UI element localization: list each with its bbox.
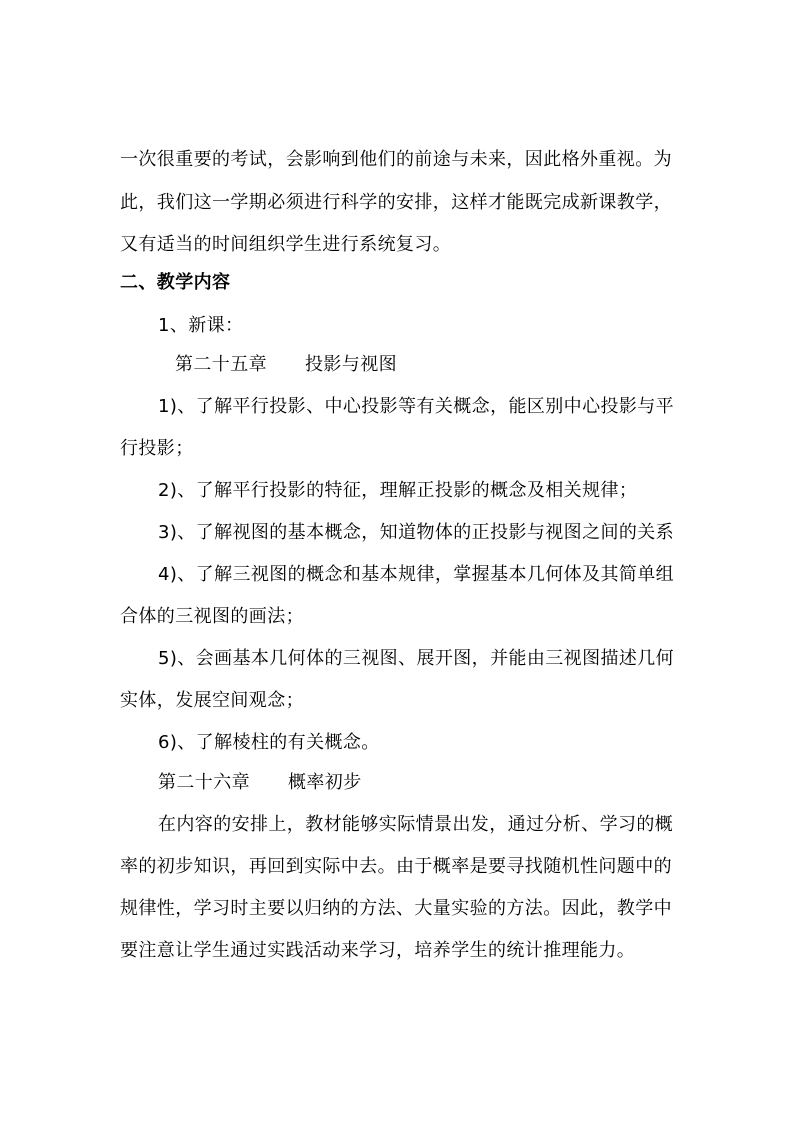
list-item: 6)、了解棱柱的有关概念。 bbox=[158, 732, 380, 753]
paragraph-line: 规律性，学习时主要以归纳的方法、大量实验的方法。因此，教学中 bbox=[120, 898, 672, 919]
list-item: 2)、了解平行投影的特征，理解正投影的概念及相关规律； bbox=[158, 480, 638, 501]
list-item-continuation: 行投影； bbox=[120, 438, 194, 459]
paragraph-line: 一次很重要的考试，会影响到他们的前途与未来，因此格外重视。为 bbox=[120, 149, 672, 170]
subsection-label: 1、新课： bbox=[158, 315, 244, 336]
list-item: 1)、了解平行投影、中心投影等有关概念，能区别中心投影与平 bbox=[158, 396, 675, 417]
paragraph-line: 要注意让学生通过实践活动来学习，培养学生的统计推理能力。 bbox=[120, 940, 636, 961]
paragraph-line: 又有适当的时间组织学生进行系统复习。 bbox=[120, 234, 452, 255]
paragraph-line: 在内容的安排上，教材能够实际情景出发，通过分析、学习的概 bbox=[158, 814, 674, 835]
chapter-number: 第二十五章 bbox=[175, 354, 267, 375]
list-item-continuation: 实体，发展空间观念； bbox=[120, 690, 304, 711]
list-item: 3)、了解视图的基本概念，知道物体的正投影与视图之间的关系 bbox=[158, 522, 675, 543]
chapter-heading bbox=[158, 770, 718, 796]
chapter-number: 第二十六章 bbox=[158, 772, 250, 793]
list-item: 5)、会画基本几何体的三视图、展开图，并能由三视图描述几何 bbox=[158, 648, 675, 669]
chapter-title: 概率初步 bbox=[288, 772, 362, 793]
paragraph-line: 率的初步知识，再回到实际中去。由于概率是要寻找随机性问题中的 bbox=[120, 856, 672, 877]
section-heading: 二、教学内容 bbox=[120, 272, 231, 293]
chapter-heading bbox=[175, 352, 735, 378]
list-item: 4)、了解三视图的概念和基本规律，掌握基本几何体及其简单组 bbox=[158, 564, 675, 585]
list-item-continuation: 合体的三视图的画法； bbox=[120, 606, 304, 627]
chapter-title: 投影与视图 bbox=[305, 354, 397, 375]
paragraph-line: 此，我们这一学期必须进行科学的安排，这样才能既完成新课教学， bbox=[120, 192, 672, 213]
